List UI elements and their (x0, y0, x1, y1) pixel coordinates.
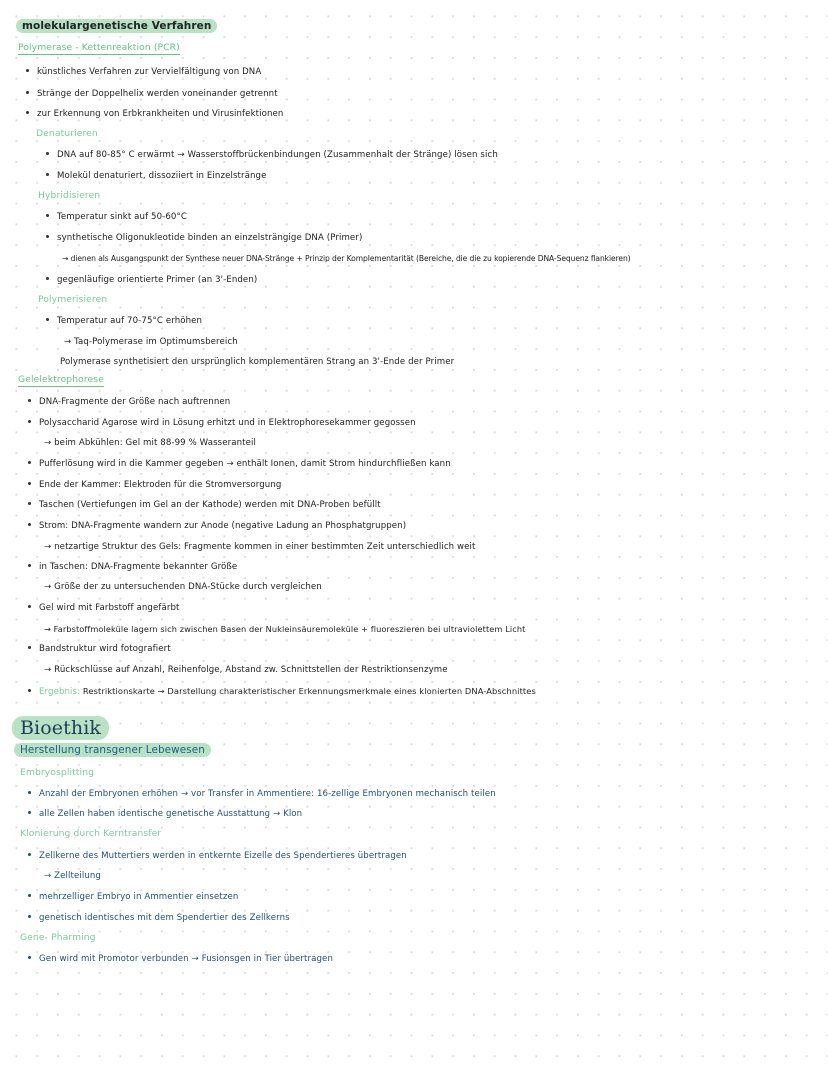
gel-bullet-1 (28, 396, 230, 408)
bullet-dot (28, 461, 31, 464)
denat-bullet-1-text: DNA auf 80-85° C erwärmt → Wasserstoffbrückenbindungen (Zusammenhalt der Stränge) lösen sich (57, 150, 498, 160)
bullet-dot (28, 915, 31, 918)
pharm-heading: Gene- Pharming (20, 932, 96, 943)
bullet-dot (28, 482, 31, 485)
hyb-bullet-4-text: gegenläufige orientierte Primer (an 3'-Enden) (57, 275, 258, 285)
emb-bullet-1-text: Anzahl der Embryonen erhöhen → vor Transfer in Ammentiere: 16-zellige Embryonen mechanisch teilen (39, 789, 496, 799)
gel-arrow-8: → Farbstoffmoleküle lagern sich zwischen Basen der Nukleinsäuremoleküle + fluoreszieren bei ultraviolettem Licht (44, 624, 526, 634)
bio-sub-heading: Herstellung transgener Lebewesen (14, 743, 211, 757)
bio-sub-row (14, 744, 211, 757)
klon-bullet-1-text: Zellkerne des Muttertiers werden in entkernte Eizelle des Spendertieres übertragen (39, 851, 407, 861)
gel-heading: Gelelektrophorese (18, 374, 104, 385)
notes-title: molekulargenetische Verfahren (16, 19, 217, 33)
pharm-bullet-1 (28, 953, 333, 965)
pcr-bullet-3 (26, 108, 283, 120)
bullet-dot (28, 853, 31, 856)
bullet-dot (28, 894, 31, 897)
klon-bullet-2-text: mehrzelliger Embryo in Ammentier einsetzen (39, 892, 239, 902)
hyb-bullet-1-text: Temperatur sinkt auf 50-60°C (57, 212, 187, 222)
gel-arrow-2: → beim Abkühlen: Gel mit 88-99 % Wasseranteil (44, 438, 257, 448)
bullet-dot (28, 811, 31, 814)
emb-bullet-2-text: alle Zellen haben identische genetische Ausstattung → Klon (39, 809, 303, 819)
gel-bullet-8-text: Gel wird mit Farbstoff angefärbt (39, 603, 180, 613)
bullet-dot (28, 399, 31, 402)
poly-line-3: Polymerase synthetisiert den ursprünglich komplementären Strang an 3'-Ende der Primer (60, 357, 455, 367)
bullet-dot (46, 152, 49, 155)
pcr-heading-row (18, 42, 180, 54)
gel-bullet-9 (28, 643, 171, 655)
bullet-dot (46, 214, 49, 217)
bullet-dot (28, 502, 31, 505)
bullet-dot (46, 173, 49, 176)
bullet-dot (28, 791, 31, 794)
bullet-dot (46, 318, 49, 321)
poly-bullet-1 (46, 315, 202, 327)
bullet-dot (26, 69, 29, 72)
hyb-heading: Hybridisieren (38, 190, 101, 201)
hyb-bullet-2 (46, 232, 362, 244)
bullet-dot (26, 91, 29, 94)
klon-bullet-3 (28, 912, 290, 924)
bullet-dot (28, 956, 31, 959)
pcr-bullet-1-text: künstliches Verfahren zur Vervielfältigung von DNA (37, 67, 262, 77)
bullet-dot (28, 564, 31, 567)
gel-bullet-7-text: in Taschen: DNA-Fragmente bekannter Größe (39, 562, 238, 572)
bullet-dot (28, 420, 31, 423)
gel-bullet-5 (28, 499, 381, 511)
gel-arrow-7: → Größe der zu untersuchenden DNA-Stücke durch vergleichen (44, 582, 322, 592)
gel-arrow-6: → netzartige Struktur des Gels: Fragmente kommen in einer bestimmten Zeit unterschiedlich weit (44, 542, 476, 552)
pcr-bullet-1 (26, 66, 261, 78)
bullet-dot (46, 277, 49, 280)
hyb-bullet-2-text: synthetische Oligonukleotide binden an einzelsträngige DNA (Primer) (57, 233, 363, 243)
bullet-dot (28, 605, 31, 608)
bioethik-heading: Bioethik (12, 716, 109, 740)
gel-bullet-2 (28, 417, 416, 429)
bullet-dot (28, 523, 31, 526)
klon-bullet-1 (28, 850, 407, 862)
emb-bullet-2 (28, 808, 302, 820)
klon-bullet-3-text: genetisch identisches mit dem Spendertier des Zellkerns (39, 913, 290, 923)
denat-bullet-2-text: Molekül denaturiert, dissoziiert in Einzelstränge (57, 171, 267, 181)
pharm-bullet-1-text: Gen wird mit Promotor verbunden → Fusionsgen in Tier übertragen (39, 954, 333, 964)
bullet-dot (26, 111, 29, 114)
hyb-bullet-4 (46, 274, 257, 286)
klon-arrow-1: → Zellteilung (44, 871, 101, 881)
pcr-heading: Polymerase - Kettenreaktion (PCR) (18, 42, 180, 53)
gel-bullet-10-text: Restriktionskarte → Darstellung charakteristischer Erkennungsmerkmale eines klonierten DNA-Abschnittes (82, 686, 536, 696)
poly-bullet-1-text: Temperatur auf 70-75°C erhöhen (57, 316, 203, 326)
hyb-arrow-1: → dienen als Ausgangspunkt der Synthese neuer DNA-Stränge + Prinzip der Komplementarität (Bereiche, die die zu kopierende DNA-Sequenz flankieren) (62, 254, 631, 263)
bullet-dot (28, 689, 31, 692)
gel-bullet-10 (28, 685, 536, 698)
gel-bullet-4 (28, 479, 281, 491)
gel-bullet-9-text: Bandstruktur wird fotografiert (39, 644, 171, 654)
pcr-bullet-2-text: Stränge der Doppelhelix werden voneinander getrennt (37, 89, 278, 99)
denat-bullet-2 (46, 170, 266, 182)
gel-bullet-5-text: Taschen (Vertiefungen im Gel an der Kathode) werden mit DNA-Proben befüllt (39, 500, 381, 510)
emb-bullet-1 (28, 788, 496, 800)
klon-bullet-2 (28, 891, 238, 903)
gel-bullet-1-text: DNA-Fragmente der Größe nach auftrennen (39, 397, 231, 407)
notes-title-row (16, 20, 217, 33)
bullet-dot (46, 235, 49, 238)
pcr-bullet-3-text: zur Erkennung von Erbkrankheiten und Virusinfektionen (37, 109, 284, 119)
gel-heading-row (18, 374, 104, 386)
bioethik-heading-row (12, 716, 109, 744)
hyb-bullet-1 (46, 211, 187, 223)
denat-bullet-1 (46, 149, 498, 161)
klon-heading: Klonierung durch Kerntransfer (20, 828, 162, 839)
emb-heading: Embryosplitting (20, 767, 95, 778)
gel-bullet-3-text: Pufferlösung wird in die Kammer gegeben → enthält Ionen, damit Strom hindurchfließen kann (39, 459, 451, 469)
gel-bullet-6-text: Strom: DNA-Fragmente wandern zur Anode (negative Ladung an Phosphatgruppen) (39, 521, 407, 531)
gel-bullet-6 (28, 520, 406, 532)
gel-bullet-3 (28, 458, 451, 470)
result-label: Ergebnis: (39, 687, 81, 697)
pcr-bullet-2 (26, 88, 278, 100)
poly-arrow-1: → Taq-Polymerase im Optimumsbereich (64, 337, 238, 347)
poly-heading: Polymerisieren (38, 294, 108, 305)
gel-bullet-4-text: Ende der Kammer: Elektroden für die Stromversorgung (39, 480, 282, 490)
gel-bullet-2-text: Polysaccharid Agarose wird in Lösung erhitzt und in Elektrophoresekammer gegossen (39, 418, 416, 428)
denat-heading: Denaturieren (36, 128, 98, 139)
gel-arrow-9: → Rückschlüsse auf Anzahl, Reihenfolge, Abstand zw. Schnittstellen der Restriktionsenzyme (44, 665, 448, 675)
bullet-dot (28, 646, 31, 649)
gel-bullet-8 (28, 602, 180, 614)
gel-bullet-7 (28, 561, 237, 573)
